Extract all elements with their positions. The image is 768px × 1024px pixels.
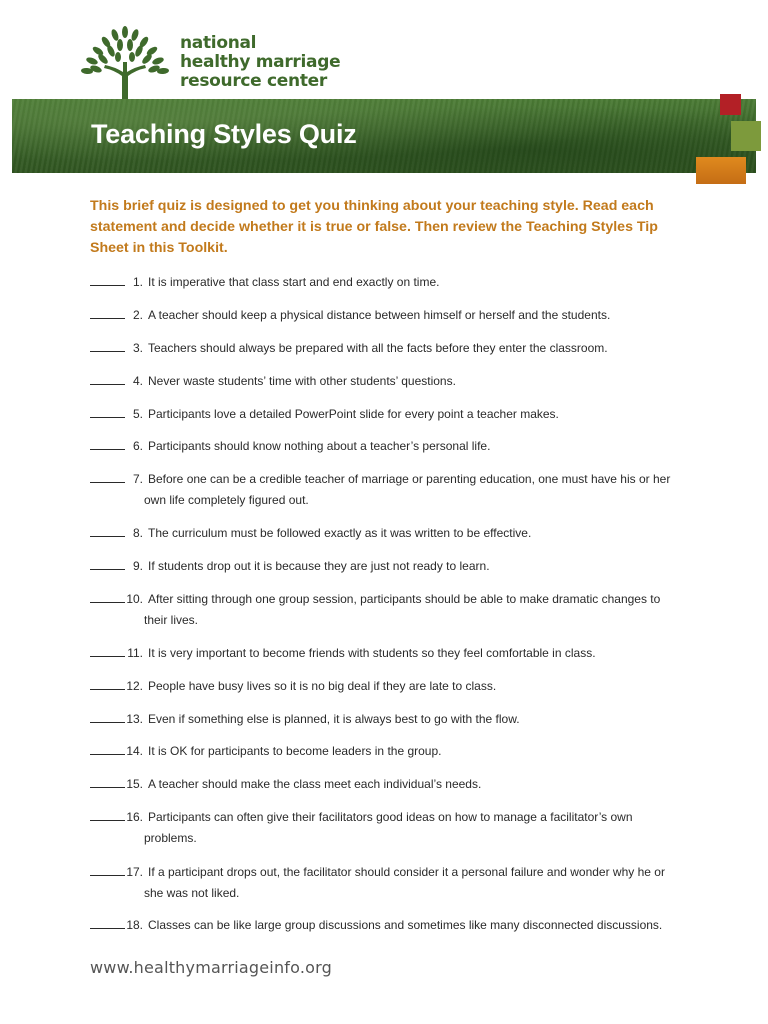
item-text-continued: own life completely figured out. xyxy=(144,493,309,507)
item-number: 10. xyxy=(126,592,143,606)
item-text: If a participant drops out, the facilitator should consider it a personal failure and wonder why he or xyxy=(148,865,665,879)
answer-blank[interactable] xyxy=(90,742,125,755)
answer-blank[interactable] xyxy=(90,306,125,319)
item-number: 17. xyxy=(126,865,143,879)
item-number: 15. xyxy=(126,777,143,791)
intro-paragraph: This brief quiz is designed to get you thinking about your teaching style. Read each statement and decide whether it is true or false. Then review the Teaching Styles Tip Sheet in this Toolkit. xyxy=(90,198,658,256)
item-text: After sitting through one group session, participants should be able to make dramatic changes to xyxy=(148,592,661,606)
item-number: 14. xyxy=(126,744,143,758)
quiz-item xyxy=(90,404,680,425)
decor-square-olive xyxy=(731,121,761,151)
item-text: It is OK for participants to become leaders in the group. xyxy=(148,744,442,758)
answer-blank[interactable] xyxy=(90,372,125,385)
item-number: 1. xyxy=(132,275,143,289)
quiz-item xyxy=(90,774,680,795)
logo-wordmark xyxy=(180,34,340,91)
answer-blank[interactable] xyxy=(90,405,125,418)
quiz-item xyxy=(90,371,680,392)
answer-blank[interactable] xyxy=(90,339,125,352)
quiz-item xyxy=(90,589,680,631)
answer-blank[interactable] xyxy=(90,644,125,657)
answer-blank[interactable] xyxy=(90,710,125,723)
item-number: 3. xyxy=(132,341,143,355)
item-text: If students drop out it is because they are just not ready to learn. xyxy=(148,559,490,573)
item-text-continued: she was not liked. xyxy=(144,886,240,900)
logo-line-1: national xyxy=(180,33,257,53)
item-number: 13. xyxy=(126,712,143,726)
item-text: It is imperative that class start and end exactly on time. xyxy=(148,275,440,289)
item-number: 8. xyxy=(132,526,143,540)
item-number: 11. xyxy=(127,646,143,660)
answer-blank[interactable] xyxy=(90,437,125,450)
answer-blank[interactable] xyxy=(90,590,125,603)
logo xyxy=(78,24,358,102)
page-title: Teaching Styles Quiz xyxy=(91,119,357,149)
logo-line-2: healthy marriage xyxy=(180,52,341,72)
answer-blank[interactable] xyxy=(90,470,125,483)
item-text: Classes can be like large group discussions and sometimes like many disconnected discussions. xyxy=(148,918,663,932)
decor-square-red xyxy=(720,94,741,115)
item-text: Even if something else is planned, it is always best to go with the flow. xyxy=(148,712,520,726)
item-text: Never waste students’ time with other students’ questions. xyxy=(148,374,456,388)
quiz-item xyxy=(90,709,680,730)
item-number: 16. xyxy=(126,810,143,824)
item-text: Before one can be a credible teacher of marriage or parenting education, one must have his or her xyxy=(148,472,671,486)
item-number: 18. xyxy=(126,918,143,932)
item-text: The curriculum must be followed exactly as it was written to be effective. xyxy=(148,526,532,540)
quiz-item xyxy=(90,741,680,762)
quiz-item xyxy=(90,676,680,697)
decor-rect-orange xyxy=(696,157,746,184)
quiz-item xyxy=(90,305,680,326)
answer-blank[interactable] xyxy=(90,677,125,690)
item-text: Teachers should always be prepared with all the facts before they enter the classroom. xyxy=(148,341,608,355)
item-text: A teacher should make the class meet each individual’s needs. xyxy=(148,777,482,791)
quiz-item xyxy=(90,523,680,544)
item-number: 5. xyxy=(132,407,143,421)
quiz-item xyxy=(90,436,680,457)
item-number: 7. xyxy=(132,472,143,486)
item-number: 9. xyxy=(132,559,143,573)
quiz-item xyxy=(90,272,680,293)
quiz-item xyxy=(90,643,680,664)
answer-blank[interactable] xyxy=(90,557,125,570)
item-text-continued: their lives. xyxy=(144,613,199,627)
quiz-item xyxy=(90,862,680,904)
item-number: 12. xyxy=(126,679,143,693)
quiz-item xyxy=(90,338,680,359)
answer-blank[interactable] xyxy=(90,916,125,929)
answer-blank[interactable] xyxy=(90,775,125,788)
item-text-continued: problems. xyxy=(144,831,197,845)
item-number: 6. xyxy=(132,439,143,453)
answer-blank[interactable] xyxy=(90,863,125,876)
quiz-item xyxy=(90,556,680,577)
item-number: 2. xyxy=(132,308,143,322)
item-number: 4. xyxy=(132,374,143,388)
title-banner xyxy=(12,99,756,173)
quiz-item xyxy=(90,807,680,849)
item-text: Participants should know nothing about a teacher’s personal life. xyxy=(148,439,491,453)
item-text: It is very important to become friends with students so they feel comfortable in class. xyxy=(148,646,596,660)
quiz-item xyxy=(90,915,680,936)
item-text: Participants love a detailed PowerPoint slide for every point a teacher makes. xyxy=(148,407,559,421)
item-text: A teacher should keep a physical distance between himself or herself and the students. xyxy=(148,308,611,322)
answer-blank[interactable] xyxy=(90,808,125,821)
answer-blank[interactable] xyxy=(90,524,125,537)
quiz-item xyxy=(90,469,680,511)
logo-line-3: resource center xyxy=(180,71,327,91)
tree-icon xyxy=(78,24,174,102)
footer-url: www.healthymarriageinfo.org xyxy=(90,958,332,977)
item-text: Participants can often give their facilitators good ideas on how to manage a facilitator’s own xyxy=(148,810,633,824)
answer-blank[interactable] xyxy=(90,273,125,286)
item-text: People have busy lives so it is no big deal if they are late to class. xyxy=(148,679,497,693)
